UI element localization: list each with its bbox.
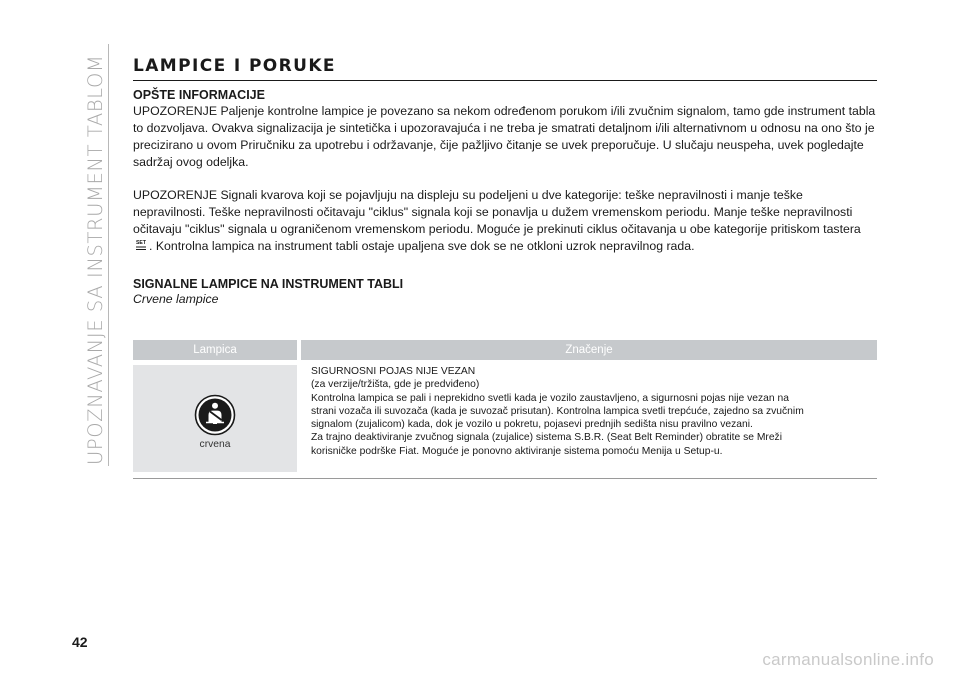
table-bottom-divider: [133, 478, 877, 479]
meaning-line: Kontrolna lampica se pali i neprekidno svetli kada je vozilo zaustavljeno, a sigurnosni pojas nije vezan na: [311, 392, 789, 404]
warning-paragraph-2-text-b: . Kontrolna lampica na instrument tabli ostaje upaljena sve dok se ne otkloni uzrok nepravilnog rada.: [149, 239, 695, 253]
svg-text:SET: SET: [135, 240, 147, 247]
meaning-line: signalom (zujalicom) kada, dok je vozilo u pokretu, pojasevi prednjih sedišta nisu pravilno vezani.: [311, 419, 753, 431]
column-header-znacenje: Značenje: [565, 344, 613, 356]
meaning-line: SIGURNOSNI POJAS NIJE VEZAN: [311, 366, 476, 377]
meaning-line: strani vozača ili suvozača (kada je suvozač prisutan). Kontrolna lampica svetli trepćuće, zajedno sa zvučnim: [311, 405, 804, 417]
meaning-cell: [301, 365, 877, 472]
general-info-heading: OPŠTE INFORMACIJE: [133, 88, 265, 102]
warning-paragraph-2: [133, 187, 877, 255]
watermark-text: carmanualsonline.info: [762, 650, 934, 669]
section-title: LAMPICE I PORUKE: [133, 56, 336, 76]
side-section-title: UPOZNAVANJE SA INSTRUMENT TABLOM: [84, 54, 107, 465]
red-lights-subheading: Crvene lampice: [133, 292, 219, 306]
page-number: 42: [72, 634, 88, 650]
page-content: [133, 56, 877, 307]
table-row: [133, 365, 877, 472]
set-button-icon: [134, 239, 148, 251]
seat-belt-warning-icon: [194, 394, 236, 436]
warning-paragraph-1: UPOZORENJE Paljenje kontrolne lampice je povezano sa nekom određenom porukom i/ili zvučnim signalom, tamo gde instrument tabla to dozvoljava. Ovakva signalizacija je sintetička i upozoravajuća i ne treba je smatrati detaljnom i/ili alternativnom u odnosu na ono što je precizirano u ovom Priručniku za upotrebu i održavanje, čije pažljivo čitanje se uvek preporučuje. U slučaju neuspeha, uvek pogledajte sadržaj ovog odeljka.: [133, 104, 876, 169]
warning-lights-table: [133, 340, 877, 479]
lamp-color-label: crvena: [199, 438, 231, 450]
lamp-cell: [133, 365, 297, 472]
signal-lights-heading: SIGNALNE LAMPICE NA INSTRUMENT TABLI: [133, 277, 404, 291]
meaning-line: Za trajno deaktiviranje zvučnog signala (zujalice) sistema S.B.R. (Seat Belt Reminder) obratite se Mreži: [311, 432, 782, 444]
column-header-lampica: Lampica: [193, 344, 237, 356]
meaning-line: korisničke podrške Fiat. Moguće je ponovno aktiviranje sistema pomoću Menija u Setup-u.: [311, 445, 723, 457]
warning-paragraph-2-text-a: UPOZORENJE Signali kvarova koji se pojavljuju na displeju su podeljeni u dve kategorije: teške nepravilnosti i manje teške nepravilnosti. Teške nepravilnosti očitavaju "ciklus" signala koji se ponavlja u dužem vremenskom periodu. Manje teške nepravilnosti očitavaju "ciklus" signala u ograničenom vremenskom periodu. Moguće je prekinuti ciklus očitavanja u obe kategorije pritiskom tastera: [133, 188, 861, 236]
title-divider: [133, 80, 877, 81]
meaning-line: (za verzije/tržišta, gde je predviđeno): [311, 379, 480, 391]
table-header: [133, 340, 877, 360]
side-divider: [108, 44, 109, 466]
